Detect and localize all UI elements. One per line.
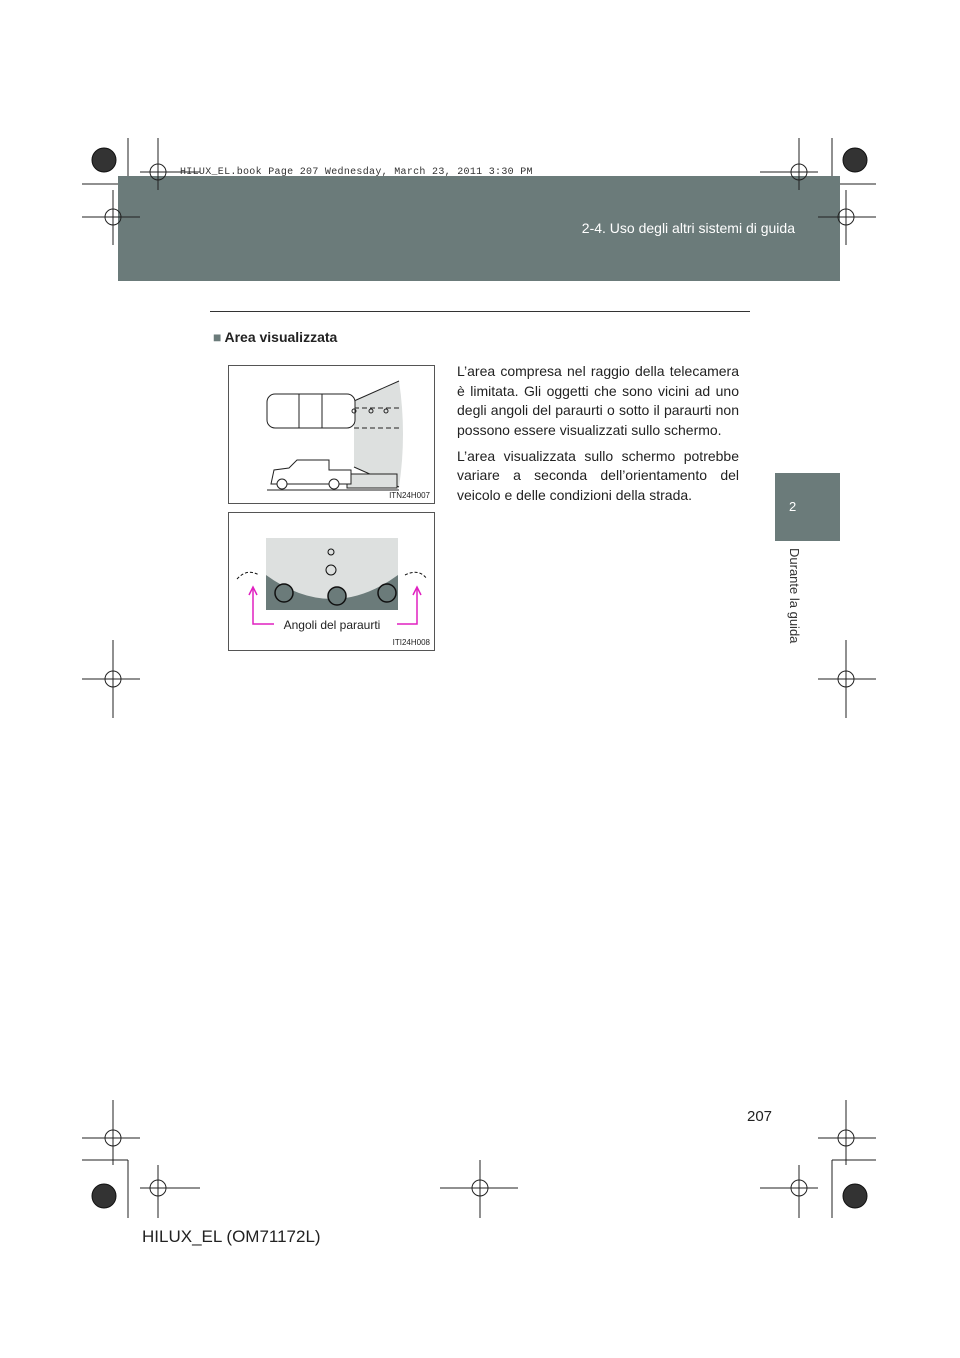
- paragraph: L’area compresa nel raggio della telecamera è limitata. Gli oggetti che sono vicini ad uno degli angoli del paraurti o sotto il paraurti non possono essere visualizzati sullo schermo.: [457, 363, 739, 438]
- figure-label: Angoli del paraurti: [283, 618, 381, 632]
- crosshair-icon: [82, 640, 140, 718]
- book-print-line: HILUX_EL.book Page 207 Wednesday, March 23, 2011 3:30 PM: [180, 167, 533, 178]
- crosshair-icon: [82, 190, 140, 245]
- chapter-label: Durante la guida: [787, 548, 802, 644]
- crosshair-icon: [82, 1100, 140, 1165]
- star-target-icon: [92, 148, 867, 1208]
- crosshair-icon: [760, 1165, 818, 1218]
- page-number: 207: [747, 1108, 773, 1125]
- crosshair-icon: [818, 1100, 876, 1165]
- paragraph: L’area visualizzata sullo schermo potrebbe variare a seconda dell’orientamento del veicolo e delle condizioni della strada.: [457, 447, 739, 503]
- crosshair-icon: [818, 190, 876, 245]
- bullet-square-icon: ■: [213, 329, 222, 345]
- crosshair-icon: [140, 138, 200, 190]
- section-title: 2-4. Uso degli altri sistemi di guida: [581, 220, 795, 236]
- heading-text: Area visualizzata: [224, 329, 338, 345]
- crosshair-icon: [818, 640, 876, 718]
- crosshair-icon: [440, 1160, 518, 1218]
- model-code: HILUX_EL (OM71172L): [142, 1227, 321, 1246]
- crosshair-icon: [760, 138, 818, 190]
- crosshair-icon: [140, 1165, 200, 1218]
- figure-id: ITI24H008: [392, 638, 430, 647]
- chapter-number: 2: [789, 499, 797, 514]
- figure-id: ITN24H007: [389, 491, 430, 500]
